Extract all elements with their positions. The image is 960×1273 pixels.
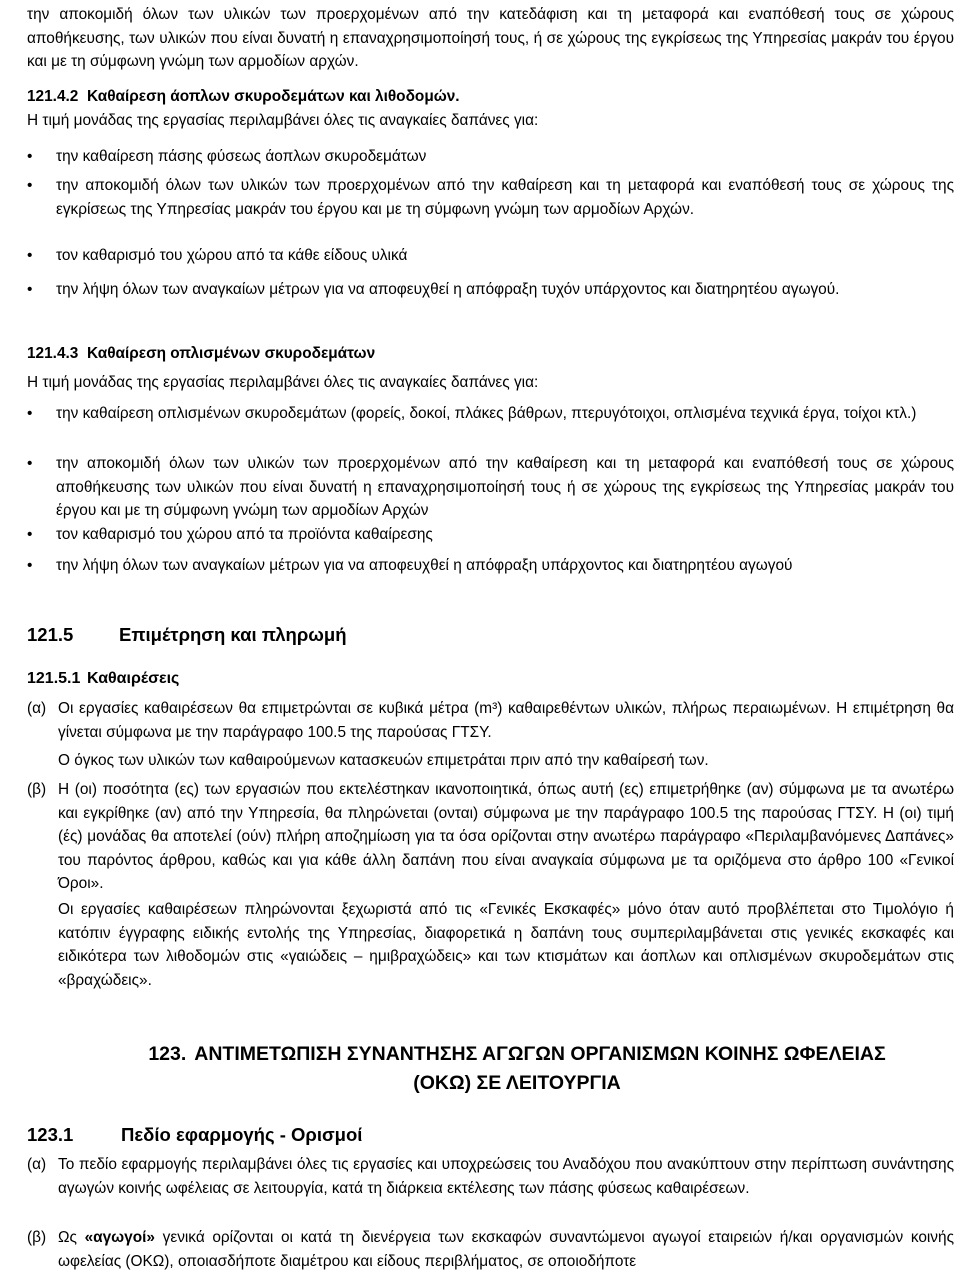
top-paragraph: την αποκομιδή όλων των υλικών των προερχομένων από την κατεδάφιση και τη μεταφορά και εναπόθεσή τους σε χώρους αποθήκευσης, των υλικών που είναι δυνατή η επαναχρησιμοποίησή τους, ή σε χώρους της εγκρίσεως της Υπηρεσίας μακράν του έργου και με τη σύμφωνη γνώμη των αρμοδίων αρχών. [27,6,954,71]
bullet-icon: • [27,405,33,422]
section-number: 123.1 [27,1124,74,1145]
heading-123-1 [27,1122,362,1148]
chapter-title-line1: ΑΝΤΙΜΕΤΩΠΙΣΗ ΣΥΝΑΝΤΗΣΗΣ ΑΓΩΓΩΝ ΟΡΓΑΝΙΣΜΩΝ ΚΟΙΝΗΣ ΩΦΕΛΕΙΑΣ [194,1043,886,1065]
item-letter: (α) [27,1156,47,1173]
section-number: 121.4.3 [27,345,79,362]
item-letter: (β) [27,1229,47,1246]
intro-121-4-2: Η τιμή μονάδας της εργασίας περιλαμβάνει όλες τις αναγκαίες δαπάνες για: [27,112,539,129]
bullet-icon: • [27,526,33,543]
item-text: Η (οι) ποσότητα (ες) των εργασιών που εκτελέστηκαν ικανοποιητικά, όπως αυτή (ες) επιμετρήθηκε (αν) σύμφωνα με τα ανωτέρω και εγκρίθηκε (αν) από την Υπηρεσία, θα πληρώνεται (ονται) σύμφωνα με την παράγραφο 100.5 της παρούσας ΓΤΣΥ. Η (οι) τιμή (ές) μονάδας θα αποτελεί (ούν) πλήρη αποζημίωση για τα όσα ορίζονται στην ανωτέρω παράγραφο «Περιλαμβανόμενες Δαπάνες» του παρόντος άρθρου, καθώς και για κάθε άλλη δαπάνη που είναι αναγκαία σύμφωνα με τα οριζόμενα στο άρθρο 100 «Γενικοί Όροι». [58,781,954,893]
list-item: • την αποκομιδή όλων των υλικών των προερχομένων από την καθαίρεση και τη μεταφορά και εναπόθεσή τους σε χώρους της εγκρίσεως της Υπηρεσίας μακράν του έργου και με τη σύμφωνη γνώμη των αρμοδίων Αρχών. [56,174,954,221]
item-term: «αγωγοί» [84,1229,155,1246]
section-number: 121.5.1 [27,670,81,687]
heading-121-5-1 [27,667,179,691]
heading-121-4-2 [27,85,460,109]
list-item: • την λήψη όλων των αναγκαίων μέτρων για να αποφευχθεί η απόφραξη τυχόν υπάρχοντος και διατηρητέου αγωγού. [56,278,954,302]
section-number: 121.4.2 [27,88,79,105]
item-lead: Ως [58,1229,77,1246]
item-text: γενικά ορίζονται οι κατά τη διενέργεια των εκσκαφών συναντώμενοι αγωγοί εταιρειών ή/και οργανισμών κοινής ωφελείας (ΟΚΩ), οποιασδήποτε διαμέτρου και είδους περιβλήματος, σε οποιοδήποτε [58,1229,954,1270]
bullet-icon: • [27,177,33,194]
bullet-icon: • [27,455,33,472]
item-a-note: Ο όγκος των υλικών των καθαιρούμενων κατασκευών επιμετράται πριν από την καθαίρεσή των. [58,752,709,769]
bullet-icon: • [27,557,33,574]
item-letter: (β) [27,781,47,798]
list-item: • την καθαίρεση πάσης φύσεως άοπλων σκυροδεμάτων [56,145,954,169]
bullet-icon: • [27,281,33,298]
heading-121-4-3 [27,342,375,366]
chapter-title-line2: (ΟΚΩ) ΣΕ ΛΕΙΤΟΥΡΓΙΑ [413,1072,621,1094]
chapter-123-title [80,1040,954,1098]
item-letter: (α) [27,700,47,717]
list-item: • την αποκομιδή όλων των υλικών των προερχομένων από την καθαίρεση και τη μεταφορά και εναπόθεσή τους σε χώρους αποθήκευσης των υλικών που είναι δυνατή η επαναχρησιμοποίησή τους ή σε χώρους της εγκρίσεως της Υπηρεσίας μακράν του έργου και με τη σύμφωνη γνώμη των αρμοδίων Αρχών [56,452,954,523]
intro-121-4-3: Η τιμή μονάδας της εργασίας περιλαμβάνει όλες τις αναγκαίες δαπάνες για: [27,374,539,391]
section-title: Καθαιρέσεις [87,670,180,687]
section-number: 121.5 [27,624,74,645]
chapter-number: 123. [148,1043,187,1065]
list-item: • την λήψη όλων των αναγκαίων μέτρων για να αποφευχθεί η απόφραξη υπάρχοντος και διατηρητέου αγωγού [56,554,954,578]
item-text: Οι εργασίες καθαιρέσεων θα επιμετρώνται σε κυβικά μέτρα (m³) καθαιρεθέντων υλικών, πλήρως περαιωμένων. Η επιμέτρηση θα γίνεται σύμφωνα με την παράγραφο 100.5 της παρούσας ΓΤΣΥ. [58,700,954,741]
section-title: Επιμέτρηση και πληρωμή [119,624,347,645]
bullet-icon: • [27,148,33,165]
list-item: • τον καθαρισμό του χώρου από τα κάθε είδους υλικά [56,244,954,268]
lettered-item-a [27,1153,954,1200]
section-title: Πεδίο εφαρμογής - Ορισμοί [121,1124,363,1145]
lettered-item-b [27,1226,954,1273]
item-b-note: Οι εργασίες καθαιρέσεων πληρώνονται ξεχωριστά από τις «Γενικές Εκσκαφές» μόνο όταν αυτό προβλέπεται στο Τιμολόγιο ή κατόπιν έγγραφης ειδικής εντολής της Υπηρεσίας, διαφορετικά η δαπάνη τους συμπεριλαμβάνεται στις γενικές εκσκαφές και ειδικότερα των λιθοδομών στις «γαιώδεις – ημιβραχώδεις» και των κτισμάτων και άοπλων και οπλισμένων σκυροδεμάτων στις «βραχώδεις». [58,901,954,989]
heading-121-5 [27,622,347,648]
lettered-item-b [27,778,954,896]
list-item: • τον καθαρισμό του χώρου από τα προϊόντα καθαίρεσης [56,523,954,547]
bullet-icon: • [27,247,33,264]
section-title: Καθαίρεση άοπλων σκυροδεμάτων και λιθοδομών. [87,88,460,105]
lettered-item-a [27,697,954,744]
item-text: Το πεδίο εφαρμογής περιλαμβάνει όλες τις εργασίες και υποχρεώσεις του Αναδόχου που ανακύπτουν στην περίπτωση συνάντησης αγωγών κοινής ωφέλειας σε λειτουργία, κατά τη διάρκεια εκτέλεσης των πάσης φύσεως καθαιρέσεων. [58,1156,954,1197]
list-item: • την καθαίρεση οπλισμένων σκυροδεμάτων (φορείς, δοκοί, πλάκες βάθρων, πτερυγότοιχοι, οπλισμένα τεχνικά έργα, τοίχοι κτλ.) [56,402,954,426]
section-title: Καθαίρεση οπλισμένων σκυροδεμάτων [87,345,376,362]
